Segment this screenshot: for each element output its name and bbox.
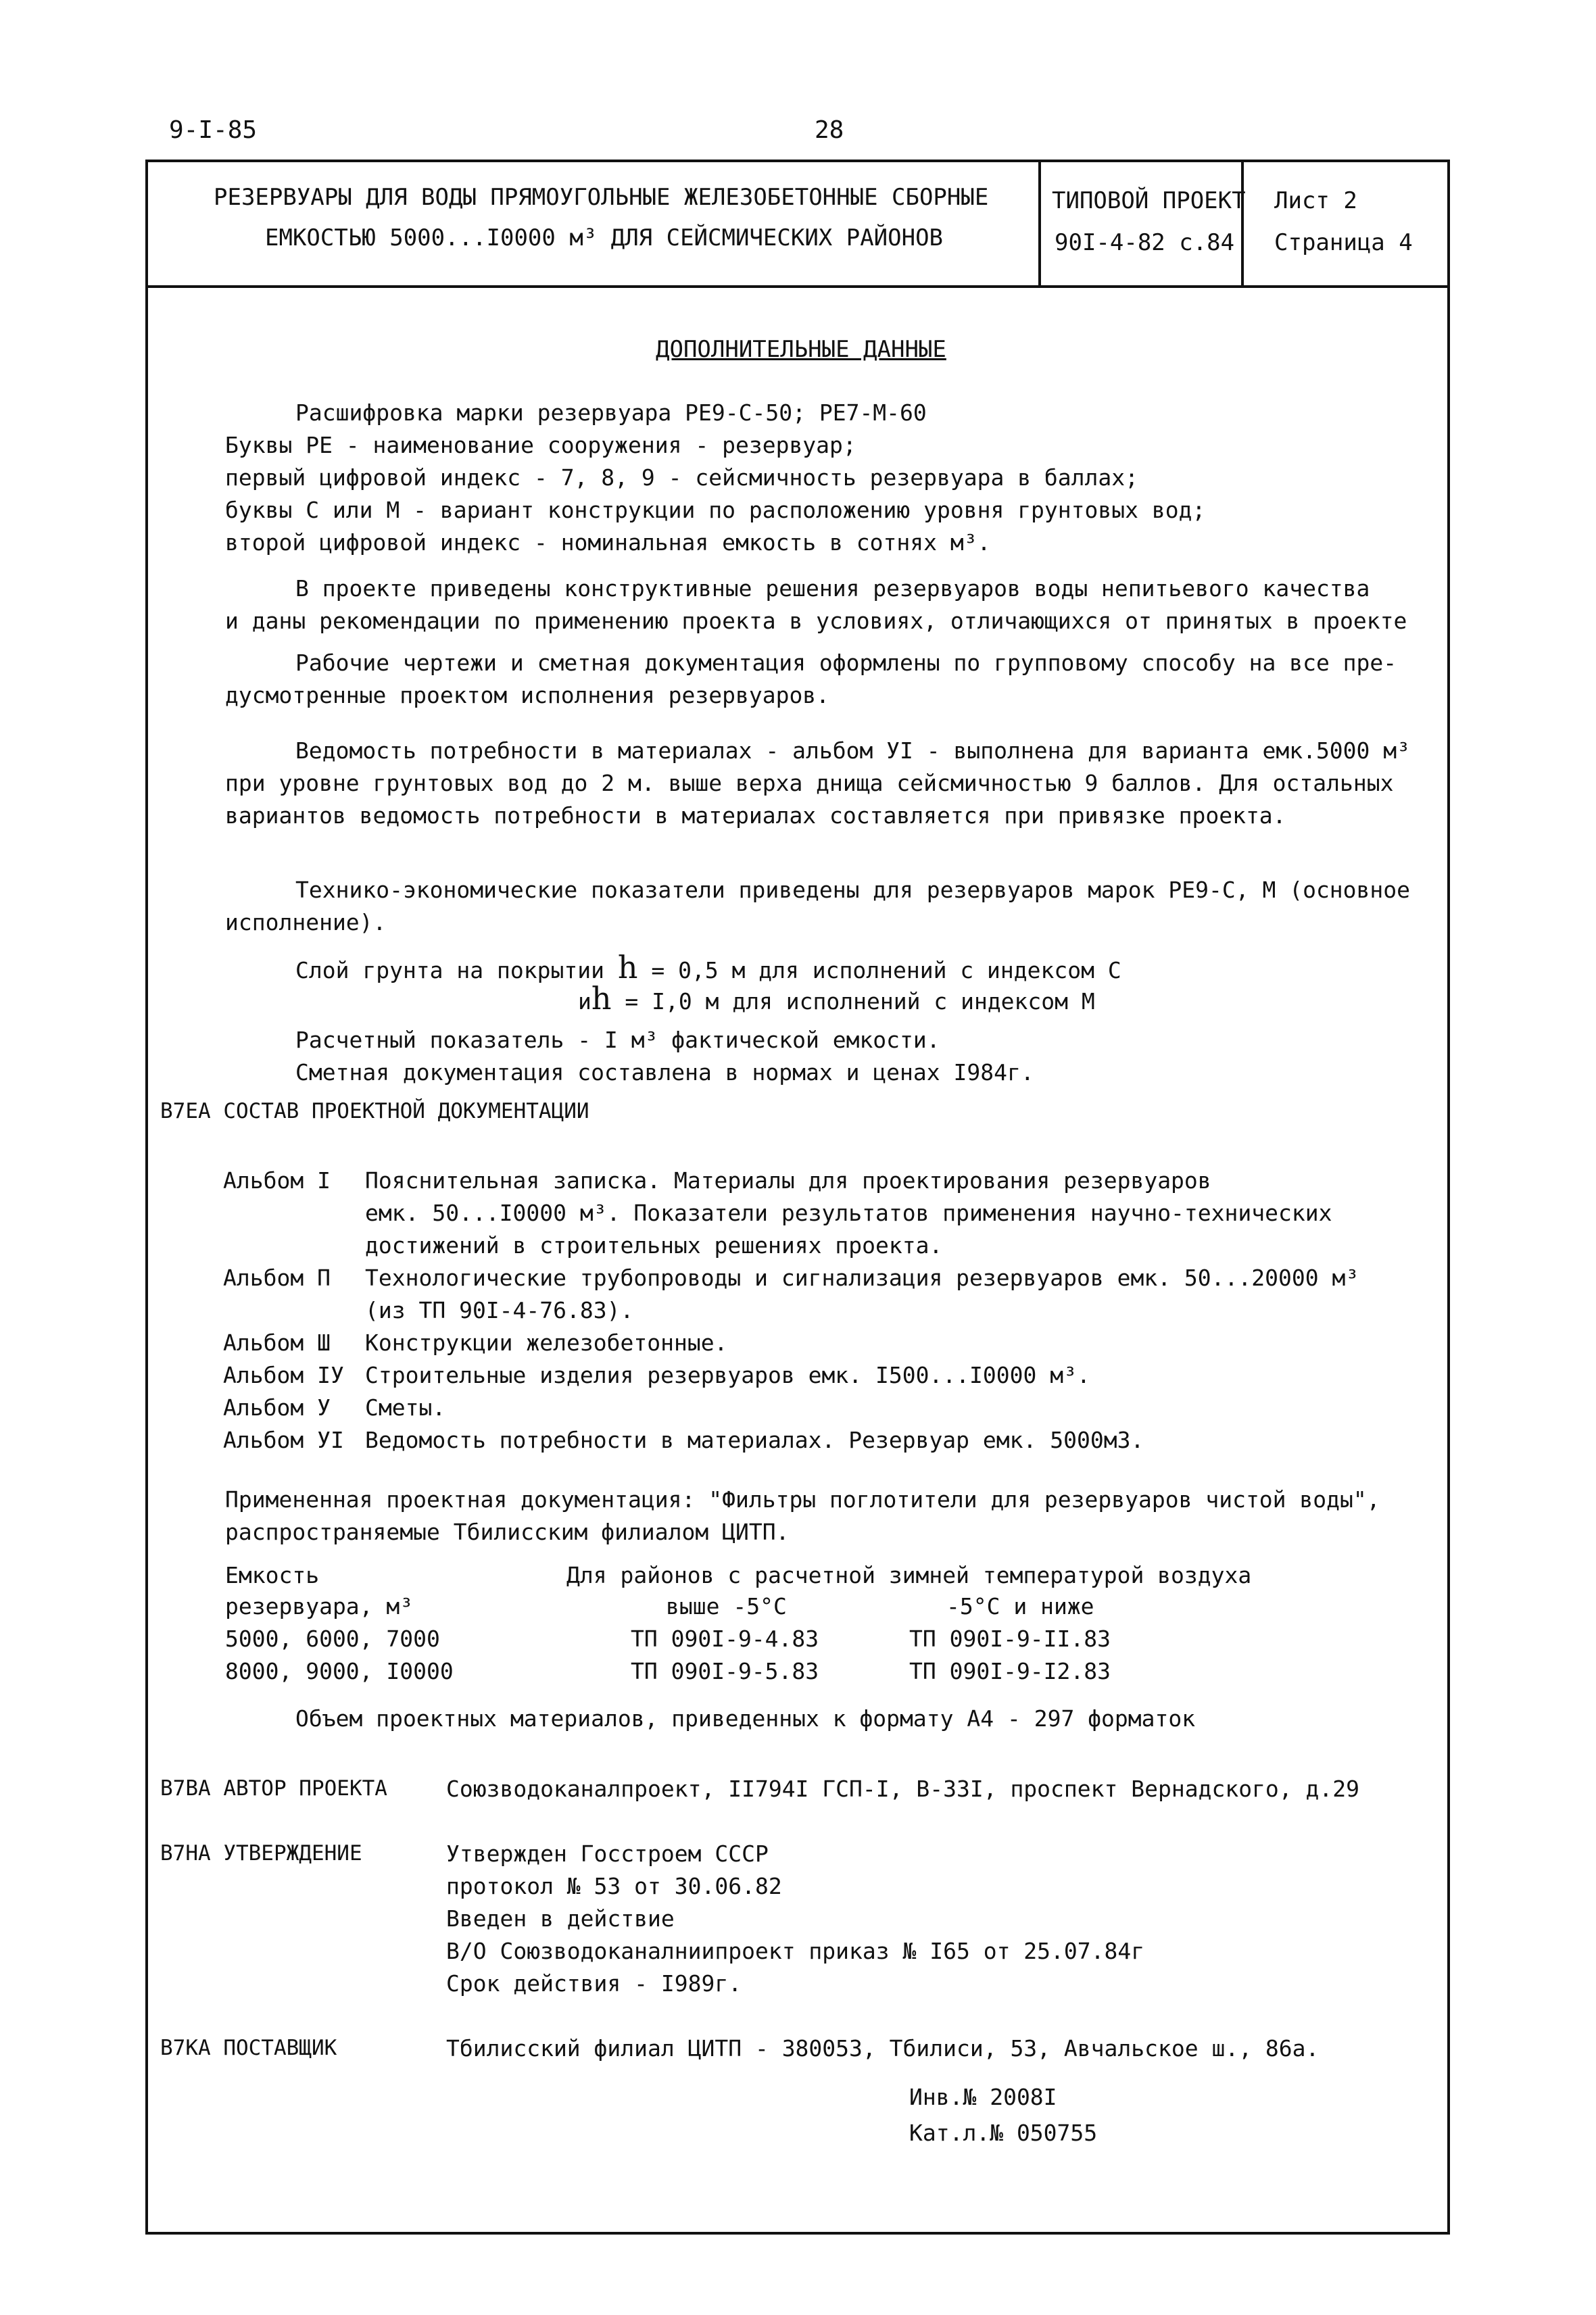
author-label: В7ВА АВТОР ПРОЕКТА (160, 1776, 387, 1801)
sheet-number: Лист 2 (1274, 187, 1357, 214)
table-cell: ТП 090I-9-5.83 (631, 1658, 819, 1684)
title-line-1: РЕЗЕРВУАРЫ ДЛЯ ВОДЫ ПРЯМОУГОЛЬНЫЕ ЖЕЛЕЗОБЕТОННЫЕ СБОРНЫЕ (214, 184, 989, 211)
album-name: Альбом У (223, 1394, 331, 1421)
calc-indicator: Расчетный показатель - I м³ фактической емкости. (295, 1027, 940, 1053)
album-text: Строительные изделия резервуаров емк. I500...I0000 м³. (365, 1362, 1090, 1388)
decoding-line: буквы С или М - вариант конструкции по расположению уровня грунтовых вод; (225, 497, 1206, 523)
project-code: 90I-4-82 с.84 (1055, 229, 1235, 256)
table-cell: 8000, 9000, I0000 (225, 1658, 454, 1684)
soil-value-c: = 0,5 м для исполнений с индексом С (651, 957, 1121, 983)
soil-line-2 (578, 979, 1095, 1019)
inventory-number: Инв.№ 2008I (909, 2084, 1057, 2110)
decoding-line: Расшифровка марки резервуара РЕ9-С-50; РЕ7-М-60 (295, 399, 927, 426)
paragraph-line: Ведомость потребности в материалах - альбом УI - выполнена для варианта емк.5000 м³ (295, 737, 1411, 764)
project-label: ТИПОВОЙ ПРОЕКТ (1052, 187, 1246, 214)
table-col2-header: выше -5°С (666, 1593, 787, 1619)
page-label: Страница 4 (1274, 229, 1413, 256)
table-col1-header: Емкость (225, 1562, 320, 1588)
page-number: 28 (815, 116, 844, 144)
paragraph-line: Технико-экономические показатели приведены для резервуаров марок РЕ9-С, М (основное (295, 877, 1411, 903)
album-text: емк. 50...I0000 м³. Показатели результатов применения научно-технических (365, 1200, 1332, 1226)
approval-line: Срок действия - I989г. (446, 1970, 742, 1997)
catalog-number: Кат.л.№ 050755 (909, 2120, 1098, 2146)
author-value: Союзводоканалпроект, II794I ГСП-I, В-33I, проспект Вернадского, д.29 (446, 1776, 1360, 1802)
composition-label: В7ЕА СОСТАВ ПРОЕКТНОЙ ДОКУМЕНТАЦИИ (160, 1099, 589, 1123)
title-divider-1 (1038, 160, 1041, 288)
title-line-2: ЕМКОСТЬЮ 5000...I0000 м³ ДЛЯ СЕЙСМИЧЕСКИХ РАЙОНОВ (265, 224, 944, 251)
decoding-line: первый цифровой индекс - 7, 8, 9 - сейсмичность резервуара в баллах; (225, 464, 1139, 491)
supplier-value: Тбилисский филиал ЦИТП - 380053, Тбилиси, 53, Авчальское ш., 86а. (446, 2035, 1320, 2062)
album-name: Альбом I (223, 1167, 331, 1194)
table-cell: ТП 090I-9-4.83 (631, 1626, 819, 1652)
soil-and: и (578, 988, 591, 1015)
paragraph-line: и даны рекомендации по применению проекта в условиях, отличающихся от принятых в проекте (225, 608, 1407, 634)
album-text: Технологические трубопроводы и сигнализация резервуаров емк. 50...20000 м³ (365, 1265, 1359, 1291)
approval-line: В/О Союзводоканалниипроект приказ № I65 от 25.07.84г (446, 1938, 1145, 1964)
soil-h-symbol: h (591, 980, 612, 1017)
document-code: 9-I-85 (169, 116, 258, 144)
paragraph-line: В проекте приведены конструктивные решения резервуаров воды непитьевого качества (295, 575, 1370, 602)
title-divider-2 (1241, 160, 1244, 288)
album-text: Конструкции железобетонные. (365, 1330, 728, 1356)
table-cell: 5000, 6000, 7000 (225, 1626, 440, 1652)
album-text: Сметы. (365, 1394, 446, 1421)
album-name: Альбом Ш (223, 1330, 331, 1356)
album-name: Альбом IУ (223, 1362, 344, 1388)
approval-label: В7НА УТВЕРЖДЕНИЕ (160, 1841, 362, 1866)
album-text: Ведомость потребности в материалах. Резервуар емк. 5000м3. (365, 1427, 1144, 1453)
album-name: Альбом УI (223, 1427, 344, 1453)
decoding-line: Буквы РЕ - наименование сооружения - резервуар; (225, 432, 856, 458)
table-cell: ТП 090I-9-II.83 (909, 1626, 1111, 1652)
paragraph-line: вариантов ведомость потребности в материалах составляется при привязке проекта. (225, 802, 1286, 829)
soil-value-m: = I,0 м для исполнений с индексом М (625, 988, 1095, 1015)
approval-line: Введен в действие (446, 1905, 675, 1932)
estimate-note: Сметная документация составлена в нормах и ценах I984г. (295, 1059, 1034, 1086)
soil-label: Слой грунта на покрытии (295, 957, 604, 983)
approval-line: Утвержден Госстроем СССР (446, 1841, 769, 1867)
table-cell: ТП 090I-9-I2.83 (909, 1658, 1111, 1684)
soil-h-symbol: h (617, 949, 638, 985)
paragraph-line: дусмотренные проектом исполнения резервуаров. (225, 682, 830, 708)
applied-docs: Примененная проектная документация: "Фильтры поглотители для резервуаров чистой воды", (225, 1486, 1380, 1513)
table-col3-header: -5°С и ниже (946, 1593, 1094, 1619)
volume-note: Объем проектных материалов, приведенных к формату А4 - 297 форматок (295, 1705, 1196, 1732)
section-title: ДОПОЛНИТЕЛЬНЫЕ ДАННЫЕ (656, 336, 946, 363)
table-col1-header: резервуара, м³ (225, 1593, 414, 1619)
table-group-header: Для районов с расчетной зимней температурой воздуха (566, 1562, 1252, 1588)
album-name: Альбом П (223, 1265, 331, 1291)
decoding-line: второй цифровой индекс - номинальная емкость в сотнях м³. (225, 529, 991, 556)
album-text: (из ТП 90I-4-76.83). (365, 1297, 634, 1323)
applied-docs: распространяемые Тбилисским филиалом ЦИТП. (225, 1519, 790, 1545)
paragraph-line: при уровне грунтовых вод до 2 м. выше верха днища сейсмичностью 9 баллов. Для остальных (225, 770, 1394, 796)
paragraph-line: исполнение). (225, 909, 387, 935)
album-text: достижений в строительных решениях проекта. (365, 1232, 943, 1259)
album-text: Пояснительная записка. Материалы для проектирования резервуаров (365, 1167, 1211, 1194)
paragraph-line: Рабочие чертежи и сметная документация оформлены по групповому способу на все пре- (295, 650, 1397, 676)
supplier-label: В7КА ПОСТАВЩИК (160, 2036, 337, 2060)
approval-line: протокол № 53 от 30.06.82 (446, 1873, 782, 1899)
